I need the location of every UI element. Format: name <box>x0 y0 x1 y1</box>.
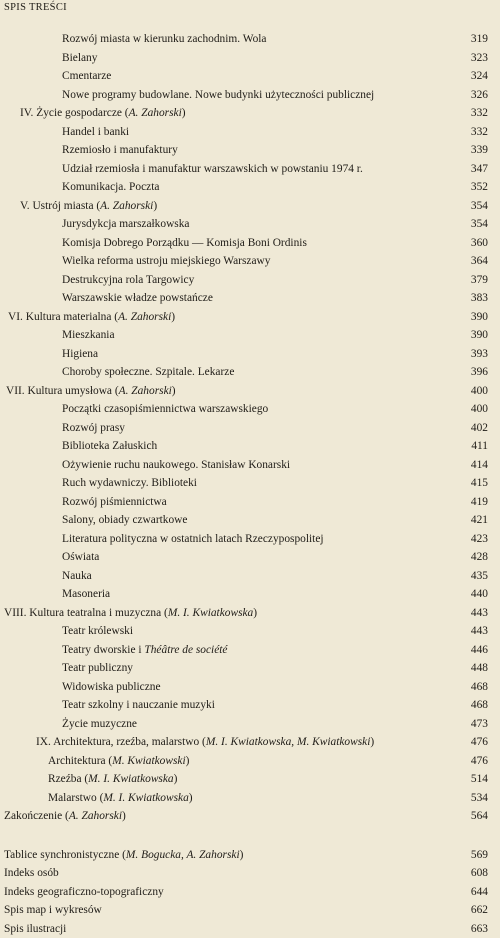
toc-entry <box>0 49 500 68</box>
toc-entry-label: Ruch wydawniczy. Biblioteki <box>62 474 197 493</box>
toc-entry-label: Rozwój piśmiennictwa <box>62 493 167 512</box>
toc-entry <box>0 659 500 678</box>
toc-chapter-7 <box>0 382 500 401</box>
toc-entry-label: Rzemiosło i manufaktury <box>62 141 178 160</box>
toc-entry-page: 319 <box>471 30 488 49</box>
toc-entry <box>0 511 500 530</box>
toc-entry <box>0 419 500 438</box>
toc-entry-label: Jurysdykcja marszałkowska <box>62 215 189 234</box>
toc-entry-label: Destrukcyjna rola Targowicy <box>62 271 194 290</box>
toc-entry <box>0 678 500 697</box>
toc-entry <box>0 567 500 586</box>
toc-entry-label: Komunikacja. Poczta <box>62 178 159 197</box>
toc-entry-label: Masoneria <box>62 585 110 604</box>
toc-chapter-label: V. Ustrój miasta (A. Zahorski) <box>20 197 157 216</box>
toc-entry-page: 339 <box>471 141 488 160</box>
toc-entry-page: 352 <box>471 178 488 197</box>
toc-entry-label: Salony, obiady czwartkowe <box>62 511 187 530</box>
toc-entry <box>0 141 500 160</box>
toc-entry-page: 383 <box>471 289 488 308</box>
toc-chapter-6 <box>0 308 500 327</box>
toc-entry-page: 379 <box>471 271 488 290</box>
toc-entry <box>0 234 500 253</box>
toc-entry <box>0 789 500 808</box>
toc-chapter-page: 644 <box>471 883 488 902</box>
toc-entry-label: Nowe programy budowlane. Nowe budynki użyteczności publicznej <box>62 86 374 105</box>
toc-entry <box>0 437 500 456</box>
toc-entry-label: Teatr królewski <box>62 622 133 641</box>
toc-chapter-page: 662 <box>471 901 488 920</box>
toc-entry <box>0 86 500 105</box>
toc-chapter-label: Tablice synchronistyczne (M. Bogucka, A. Zahorski) <box>4 846 243 865</box>
toc-entry-page: 411 <box>471 437 488 456</box>
toc-entry-label: Teatr szkolny i nauczanie muzyki <box>62 696 215 715</box>
toc-entry-page: 448 <box>471 659 488 678</box>
toc-entry-label: Oświata <box>62 548 99 567</box>
toc-chapter-label: VI. Kultura materialna (A. Zahorski) <box>8 308 175 327</box>
toc-entry-page: 390 <box>471 326 488 345</box>
toc-entry <box>0 474 500 493</box>
toc-entry <box>0 123 500 142</box>
toc-entry-label: Biblioteka Załuskich <box>62 437 157 456</box>
toc-entry <box>0 252 500 271</box>
toc-chapter-label: VII. Kultura umysłowa (A. Zahorski) <box>6 382 176 401</box>
toc-entry-label: Malarstwo (M. I. Kwiatkowska) <box>48 789 193 808</box>
toc-entry <box>0 160 500 179</box>
toc-chapter-page: 608 <box>471 864 488 883</box>
toc-chapter-page: 564 <box>471 807 488 826</box>
toc-entry <box>0 752 500 771</box>
toc-entry-page: 468 <box>471 678 488 697</box>
toc-conclusion <box>0 807 500 826</box>
toc-entry-label: Rozwój prasy <box>62 419 125 438</box>
toc-entry-page: 324 <box>471 67 488 86</box>
toc-entry <box>0 326 500 345</box>
toc-appendix <box>0 883 500 902</box>
toc-entry-page: 415 <box>471 474 488 493</box>
toc-appendix <box>0 864 500 883</box>
toc-entry <box>0 493 500 512</box>
toc-chapter-page: 476 <box>471 733 488 752</box>
toc-chapter-page: 663 <box>471 920 488 938</box>
toc-entry-page: 323 <box>471 49 488 68</box>
toc-chapter-label: Spis ilustracji <box>4 920 66 938</box>
toc-entry-label: Higiena <box>62 345 98 364</box>
toc-entry-label: Życie muzyczne <box>62 715 137 734</box>
toc-chapter-page: 390 <box>471 308 488 327</box>
toc-appendix <box>0 920 500 938</box>
toc-entry-label: Widowiska publiczne <box>62 678 161 697</box>
toc-entry <box>0 622 500 641</box>
toc-entry-label: Warszawskie władze powstańcze <box>62 289 213 308</box>
toc-entry <box>0 400 500 419</box>
toc-entry-label: Handel i banki <box>62 123 129 142</box>
toc-entry <box>0 530 500 549</box>
toc-entry-page: 364 <box>471 252 488 271</box>
toc-entry-page: 435 <box>471 567 488 586</box>
toc-entry-page: 402 <box>471 419 488 438</box>
table-of-contents <box>0 30 500 938</box>
toc-chapter-label: Indeks osób <box>4 864 59 883</box>
toc-entry-label: Ożywienie ruchu naukowego. Stanisław Konarski <box>62 456 290 475</box>
toc-entry-page: 468 <box>471 696 488 715</box>
toc-chapter-label: IV. Życie gospodarcze (A. Zahorski) <box>20 104 186 123</box>
toc-entry-label: Rozwój miasta w kierunku zachodnim. Wola <box>62 30 267 49</box>
toc-entry <box>0 641 500 660</box>
toc-entry-page: 443 <box>471 622 488 641</box>
toc-chapter-page: 400 <box>471 382 488 401</box>
toc-entry <box>0 215 500 234</box>
page-header: SPIS TREŚCI <box>4 2 67 13</box>
toc-entry <box>0 271 500 290</box>
toc-entry-label: Choroby społeczne. Szpitale. Lekarze <box>62 363 234 382</box>
toc-chapter-4 <box>0 104 500 123</box>
toc-entry-page: 440 <box>471 585 488 604</box>
toc-entry-label: Literatura polityczna w ostatnich latach Rzeczypospolitej <box>62 530 324 549</box>
toc-entry <box>0 363 500 382</box>
toc-entry-label: Cmentarze <box>62 67 111 86</box>
toc-entry-page: 476 <box>471 752 488 771</box>
toc-entry-label: Wielka reforma ustroju miejskiego Warszawy <box>62 252 270 271</box>
toc-entry-page: 423 <box>471 530 488 549</box>
toc-entry-label: Początki czasopiśmiennictwa warszawskiego <box>62 400 268 419</box>
toc-entry-label: Architektura (M. Kwiatkowski) <box>48 752 189 771</box>
toc-chapter-label: IX. Architektura, rzeźba, malarstwo (M. I. Kwiatkowska, M. Kwiatkowski) <box>36 733 374 752</box>
toc-entry-page: 326 <box>471 86 488 105</box>
toc-entry-page: 414 <box>471 456 488 475</box>
toc-chapter-label: Zakończenie (A. Zahorski) <box>4 807 126 826</box>
toc-entry-label: Rzeźba (M. I. Kwiatkowska) <box>48 770 177 789</box>
toc-entry-page: 347 <box>471 160 488 179</box>
toc-entry-label: Nauka <box>62 567 92 586</box>
toc-entry <box>0 67 500 86</box>
toc-chapter-label: Spis map i wykresów <box>4 901 102 920</box>
toc-entry-label: Komisja Dobrego Porządku — Komisja Boni Ordinis <box>62 234 307 253</box>
toc-entry <box>0 585 500 604</box>
toc-entry <box>0 770 500 789</box>
toc-chapter-9 <box>0 733 500 752</box>
toc-entry-page: 396 <box>471 363 488 382</box>
toc-entry <box>0 715 500 734</box>
section-gap <box>0 826 500 846</box>
toc-entry <box>0 456 500 475</box>
toc-entry-page: 332 <box>471 123 488 142</box>
toc-entry-label: Bielany <box>62 49 97 68</box>
toc-entry-page: 514 <box>471 770 488 789</box>
toc-entry-page: 360 <box>471 234 488 253</box>
toc-entry <box>0 30 500 49</box>
toc-entry-label: Udział rzemiosła i manufaktur warszawskich w powstaniu 1974 r. <box>62 160 363 179</box>
toc-chapter-8 <box>0 604 500 623</box>
toc-appendix <box>0 901 500 920</box>
toc-entry-label: Mieszkania <box>62 326 115 345</box>
toc-appendix <box>0 846 500 865</box>
toc-chapter-label: VIII. Kultura teatralna i muzyczna (M. I. Kwiatkowska) <box>4 604 257 623</box>
toc-entry-label: Teatry dworskie i Théâtre de société <box>62 641 228 660</box>
toc-chapter-page: 332 <box>471 104 488 123</box>
toc-entry <box>0 548 500 567</box>
toc-entry-page: 400 <box>471 400 488 419</box>
toc-entry-page: 393 <box>471 345 488 364</box>
toc-entry-page: 534 <box>471 789 488 808</box>
toc-entry-page: 354 <box>471 215 488 234</box>
toc-chapter-page: 443 <box>471 604 488 623</box>
toc-chapter-page: 569 <box>471 846 488 865</box>
toc-entry-page: 446 <box>471 641 488 660</box>
toc-chapter-5 <box>0 197 500 216</box>
toc-entry <box>0 696 500 715</box>
toc-entry-label: Teatr publiczny <box>62 659 133 678</box>
toc-entry-page: 419 <box>471 493 488 512</box>
toc-entry <box>0 289 500 308</box>
toc-entry <box>0 345 500 364</box>
toc-entry-page: 428 <box>471 548 488 567</box>
toc-chapter-page: 354 <box>471 197 488 216</box>
toc-entry <box>0 178 500 197</box>
toc-entry-page: 473 <box>471 715 488 734</box>
toc-entry-page: 421 <box>471 511 488 530</box>
toc-chapter-label: Indeks geograficzno-topograficzny <box>4 883 164 902</box>
